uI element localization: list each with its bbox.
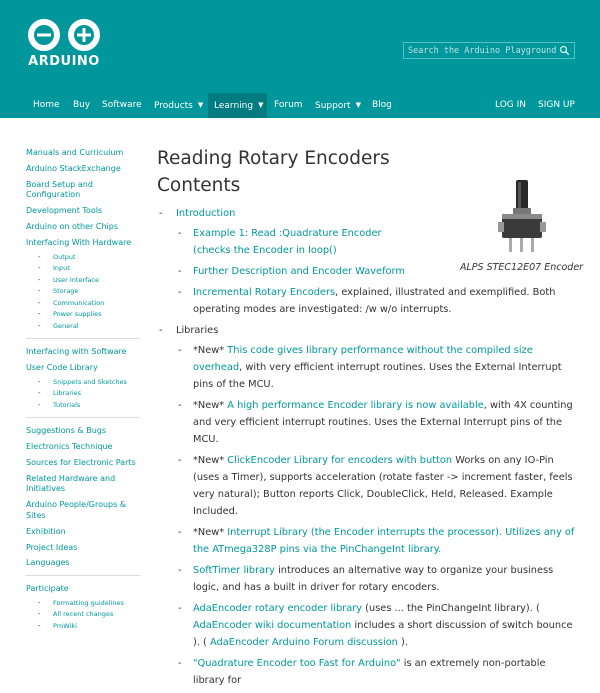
list-item <box>26 377 142 389</box>
list-item <box>176 655 577 689</box>
list-item <box>26 298 142 310</box>
intro-sublist-2 <box>176 284 577 318</box>
sidebar-link-software[interactable]: Interfacing with Software <box>26 347 127 357</box>
list-item <box>26 309 142 321</box>
sidebar-sub-communication[interactable]: Communication <box>53 298 105 307</box>
list-item <box>176 452 577 520</box>
page-title-line1: Reading Rotary Encoders <box>157 148 390 169</box>
sidebar-link-electronics[interactable]: Electronics Technique <box>26 441 113 451</box>
list-item <box>176 524 577 558</box>
sidebar-divider <box>26 575 140 576</box>
nav-buy[interactable] <box>67 93 96 118</box>
new-badge: *New* <box>193 345 225 356</box>
lib5-link[interactable]: SoftTimer library <box>193 565 275 576</box>
participate-sublist <box>26 598 142 633</box>
sidebar-link-people[interactable]: Arduino People/Groups & Sites <box>26 500 127 520</box>
sidebar-divider <box>26 338 140 339</box>
list-item <box>176 225 411 259</box>
sidebar-sub-storage[interactable]: Storage <box>53 287 79 296</box>
search-box <box>403 42 575 59</box>
nav-learning-label: Learning <box>214 101 254 111</box>
sidebar-sub-general[interactable]: General <box>53 321 79 330</box>
lib7-link[interactable]: "Quadrature Encoder too Fast for Arduino" <box>193 658 401 669</box>
sidebar-link-stackexchange[interactable]: Arduino StackExchange <box>26 163 121 173</box>
lib7-text: is an extremely non-portable library for <box>193 658 546 686</box>
infinity-logo-icon <box>24 18 104 54</box>
sidebar-link-board-setup[interactable]: Board Setup and Configuration <box>26 179 93 200</box>
chevron-down-icon: ▼ <box>197 101 204 109</box>
sidebar-link-hardware[interactable]: Interfacing With Hardware <box>26 237 132 247</box>
list-item <box>26 388 142 400</box>
nav-products-label: Products <box>154 101 193 111</box>
search-icon[interactable] <box>559 45 570 56</box>
toc-incremental-link[interactable]: Incremental Rotary Encoders <box>193 287 336 298</box>
list-item <box>26 286 142 298</box>
login-label: LOG IN <box>495 100 526 110</box>
sidebar-sub-formatting[interactable]: Formatting guidelines <box>53 598 124 607</box>
lib6-forum-link[interactable]: AdaEncoder Arduino Forum discussion <box>210 637 398 648</box>
sidebar-link-project-ideas[interactable]: Project Ideas <box>26 542 78 552</box>
list-item <box>157 205 577 318</box>
nav-support[interactable] <box>309 93 367 118</box>
sidebar-link-other-chips[interactable]: Arduino on other Chips <box>26 221 118 231</box>
nav-home[interactable] <box>27 93 66 118</box>
list-item <box>157 322 577 689</box>
sidebar-sub-output[interactable]: Output <box>53 252 76 261</box>
sidebar-link-related[interactable]: Related Hardware and Initiatives <box>26 473 116 494</box>
nav-support-label: Support <box>315 101 351 111</box>
sidebar-sub-input[interactable]: Input <box>53 264 70 273</box>
nav-forum-label: Forum <box>274 100 303 110</box>
nav-software-label: Software <box>102 100 142 110</box>
sidebar-link-participate[interactable]: Participate <box>26 584 69 594</box>
list-item <box>26 400 142 412</box>
list-item <box>176 562 577 596</box>
sidebar-sub-power[interactable]: Power supplies <box>53 310 102 319</box>
sidebar-sub-snippets[interactable]: Snippets and Sketches <box>53 377 127 386</box>
nav-blog-label: Blog <box>372 100 392 110</box>
libraries-sublist <box>176 342 577 689</box>
arduino-logo[interactable] <box>24 18 104 70</box>
list-item <box>26 275 142 287</box>
new-badge: *New* <box>193 455 225 466</box>
list-item <box>176 397 577 448</box>
sidebar <box>26 148 142 636</box>
table-of-contents <box>157 205 577 689</box>
sidebar-divider <box>26 417 140 418</box>
hardware-sublist <box>26 252 142 333</box>
sidebar-sub-user-interface[interactable]: User Interface <box>53 275 99 284</box>
toc-further-link[interactable]: Further Description and Encoder Waveform <box>193 266 405 277</box>
lib6-text-1: (uses ... the PinChangeInt library). ( <box>362 603 540 614</box>
sidebar-link-user-code[interactable]: User Code Library <box>26 362 98 372</box>
nav-software[interactable] <box>96 93 148 118</box>
toc-introduction-link[interactable]: Introduction <box>176 208 236 219</box>
lib6-link[interactable]: AdaEncoder rotary encoder library <box>193 603 363 614</box>
list-item <box>26 252 142 264</box>
lib4-link[interactable]: Interrupt Library (the Encoder interrupts the processor). Utilizes any of the ATmega328P pins via the PinChangeInt library. <box>193 527 575 555</box>
lib6-text-2: includes a short discussion of switch bounce ). ( <box>193 620 573 648</box>
new-badge: *New* <box>193 527 225 538</box>
page-title <box>157 145 577 199</box>
search-input[interactable] <box>406 44 560 57</box>
chevron-down-icon: ▼ <box>355 101 361 109</box>
lib6-text-3: ). <box>397 637 408 648</box>
lib2-link[interactable]: A high performance Encoder library is now available <box>227 400 484 411</box>
sidebar-sub-libraries[interactable]: Libraries <box>53 389 82 398</box>
nav-buy-label: Buy <box>73 100 91 110</box>
lib2-text: , with 4X counting and very efficient interrupt routines. Uses the External Interrupt pins of the MCU. <box>193 400 573 445</box>
lib1-link[interactable]: This code gives library performance without the compiled size overhead <box>193 345 533 373</box>
chevron-down-icon: ▼ <box>258 101 264 109</box>
nav-forum[interactable] <box>268 93 309 118</box>
sidebar-link-dev-tools[interactable]: Development Tools <box>26 206 103 216</box>
signup-link[interactable] <box>532 93 581 118</box>
sidebar-link-manuals[interactable]: Manuals and Curriculum <box>26 148 124 157</box>
toc-incremental-text: , explained, illustrated and exemplified. Both operating modes are investigated: /w w/o interrupts. <box>193 287 556 315</box>
logo-text: ARDUINO <box>28 54 100 69</box>
lib3-text: Works on any IO-Pin (uses a Timer), supports acceleration (rotate faster -> increment faster, feels very natural); Button reports Click, DoubleClick, Held, Released. Example Included. <box>193 455 573 517</box>
list-item <box>26 621 142 633</box>
contents-heading: Contents <box>157 175 241 196</box>
nav-products[interactable] <box>148 93 209 118</box>
list-item <box>26 609 142 621</box>
sidebar-link-sources[interactable]: Sources for Electronic Parts <box>26 457 136 467</box>
list-item <box>26 263 142 275</box>
sidebar-sub-recent-changes[interactable]: All recent changes <box>53 610 114 619</box>
sidebar-link-suggestions[interactable]: Suggestions & Bugs <box>26 426 107 436</box>
list-item <box>176 284 577 318</box>
nav-blog[interactable] <box>366 93 398 118</box>
login-link[interactable] <box>489 93 532 118</box>
lib1-text: , with very efficient interrupt routines. Uses the External Interrupt pins of the MCU. <box>193 362 562 390</box>
toc-example1-link[interactable]: Example 1: Read :Quadrature Encoder (checks the Encoder in loop() <box>193 228 382 256</box>
site-header <box>0 0 600 118</box>
lib5-text: introduces an alternative way to organize your business logic, and has a built in driver for rotary encoders. <box>193 565 554 593</box>
intro-sublist <box>176 225 411 280</box>
main-content <box>157 145 577 693</box>
new-badge: *New* <box>193 400 225 411</box>
sidebar-sub-pmwiki[interactable]: PmWiki <box>53 621 77 630</box>
nav-learning[interactable] <box>208 93 267 118</box>
list-item <box>176 600 577 651</box>
nav-home-label: Home <box>33 100 60 110</box>
lib3-link[interactable]: ClickEncoder Library for encoders with button <box>227 455 453 466</box>
signup-label: SIGN UP <box>538 100 575 110</box>
list-item <box>176 263 411 280</box>
lib6-wiki-link[interactable]: AdaEncoder wiki documentation <box>193 620 352 631</box>
usercode-sublist <box>26 377 142 412</box>
figure-caption: ALPS STEC12E07 Encoder <box>460 262 584 273</box>
list-item <box>26 321 142 333</box>
sidebar-link-languages[interactable]: Languages <box>26 558 70 568</box>
list-item <box>176 342 577 393</box>
toc-libraries-heading: Libraries <box>176 325 219 336</box>
sidebar-link-exhibition[interactable]: Exhibition <box>26 526 66 536</box>
sidebar-sub-tutorials[interactable]: Tutorials <box>53 400 81 409</box>
main-nav <box>0 93 600 118</box>
